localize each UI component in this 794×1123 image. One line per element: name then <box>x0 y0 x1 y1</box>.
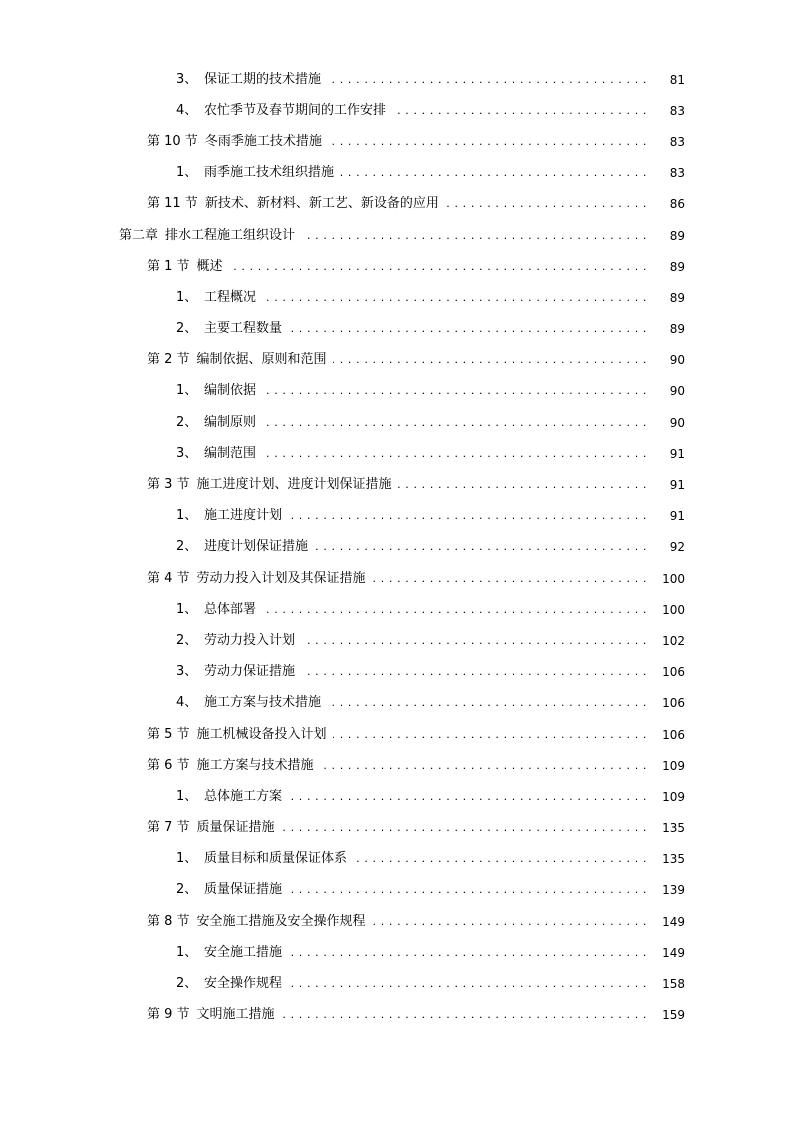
toc-entry-page-number: 81 <box>669 72 685 87</box>
toc-entry-title: 总体施工方案 <box>204 788 283 804</box>
toc-section-entry[interactable] <box>0 563 794 594</box>
dot-leader <box>398 477 647 493</box>
toc-entry-page-number: 106 <box>662 727 685 742</box>
dot-leader <box>327 695 647 711</box>
toc-subsection-entry[interactable] <box>0 844 794 875</box>
dot-leader <box>288 508 647 524</box>
toc-subsection-entry[interactable] <box>0 438 794 469</box>
dot-leader <box>340 165 647 181</box>
toc-entry-number: 第 3 节 <box>147 477 190 493</box>
toc-entry-page-number: 89 <box>669 259 685 274</box>
toc-entry-title: 施工进度计划、进度计划保证措施 <box>196 477 392 493</box>
toc-section-entry[interactable] <box>0 1000 794 1031</box>
dot-leader <box>301 664 647 680</box>
toc-entry-number: 3、 <box>176 445 198 461</box>
toc-entry-page-number: 92 <box>669 540 685 555</box>
toc-entry-title: 编制范围 <box>204 445 257 461</box>
toc-entry-number: 2、 <box>176 976 198 992</box>
toc-entry-page-number: 109 <box>662 789 685 804</box>
toc-section-entry[interactable] <box>0 345 794 376</box>
toc-entry-page-number: 83 <box>669 134 685 149</box>
dot-leader <box>301 633 647 649</box>
dot-leader <box>288 789 647 805</box>
toc-entry-title: 劳动力投入计划及其保证措施 <box>196 570 366 586</box>
toc-entry-page-number: 106 <box>662 696 685 711</box>
toc-entry-number: 第 9 节 <box>147 1007 190 1023</box>
toc-entry-page-number: 135 <box>662 821 685 836</box>
dot-leader <box>301 228 647 244</box>
dot-leader <box>372 914 647 930</box>
toc-entry-number: 3、 <box>176 71 198 87</box>
toc-entry-number: 第 11 节 <box>147 196 198 212</box>
dot-leader <box>333 727 647 743</box>
toc-subsection-entry[interactable] <box>0 407 794 438</box>
toc-entry-page-number: 90 <box>669 384 685 399</box>
toc-entry-number: 4、 <box>176 695 198 711</box>
toc-entry-title: 概述 <box>196 258 223 274</box>
toc-entry-title: 保证工期的技术措施 <box>204 71 322 87</box>
toc-section-entry[interactable] <box>0 750 794 781</box>
dot-leader <box>333 352 647 368</box>
toc-entry-number: 1、 <box>176 788 198 804</box>
toc-entry-page-number: 90 <box>669 353 685 368</box>
toc-subsection-entry[interactable] <box>0 501 794 532</box>
toc-entry-number: 1、 <box>176 165 198 181</box>
toc-entry-title: 排水工程施工组织设计 <box>165 227 296 243</box>
toc-subsection-entry[interactable] <box>0 688 794 719</box>
toc-entry-number: 1、 <box>176 383 198 399</box>
toc-entry-number: 第 8 节 <box>147 913 190 929</box>
toc-entry-page-number: 91 <box>669 478 685 493</box>
toc-subsection-entry[interactable] <box>0 376 794 407</box>
toc-subsection-entry[interactable] <box>0 95 794 126</box>
dot-leader <box>262 290 647 306</box>
toc-entry-number: 1、 <box>176 508 198 524</box>
dot-leader <box>288 882 647 898</box>
toc-entry-title: 质量保证措施 <box>204 882 283 898</box>
toc-entry-title: 文明施工措施 <box>196 1007 275 1023</box>
toc-entry-number: 第 2 节 <box>147 352 190 368</box>
toc-entry-title: 安全操作规程 <box>204 976 283 992</box>
toc-entry-number: 2、 <box>176 539 198 555</box>
toc-entry-number: 2、 <box>176 632 198 648</box>
dot-leader <box>392 103 647 119</box>
toc-entry-number: 1、 <box>176 851 198 867</box>
dot-leader <box>353 851 647 867</box>
toc-entry-title: 质量目标和质量保证体系 <box>204 851 348 867</box>
toc-entry-page-number: 159 <box>662 1008 685 1023</box>
dot-leader <box>445 196 647 212</box>
toc-entry-number: 第 7 节 <box>147 820 190 836</box>
toc-entry-page-number: 89 <box>669 290 685 305</box>
toc-subsection-entry[interactable] <box>0 158 794 189</box>
dot-leader <box>281 820 647 836</box>
toc-entry-number: 第二章 <box>119 227 159 243</box>
table-of-contents <box>0 64 794 1031</box>
toc-entry-number: 第 10 节 <box>147 133 198 149</box>
dot-leader <box>262 446 647 462</box>
toc-chapter-entry[interactable] <box>0 220 794 251</box>
toc-entry-title: 施工方案与技术措施 <box>196 757 314 773</box>
toc-subsection-entry[interactable] <box>0 875 794 906</box>
toc-entry-page-number: 149 <box>662 945 685 960</box>
toc-entry-page-number: 86 <box>669 197 685 212</box>
toc-entry-number: 2、 <box>176 321 198 337</box>
toc-entry-title: 劳动力保证措施 <box>204 664 296 680</box>
toc-subsection-entry[interactable] <box>0 314 794 345</box>
toc-entry-page-number: 102 <box>662 633 685 648</box>
toc-entry-page-number: 100 <box>662 602 685 617</box>
toc-entry-page-number: 90 <box>669 415 685 430</box>
dot-leader <box>288 976 647 992</box>
dot-leader <box>262 415 647 431</box>
toc-subsection-entry[interactable] <box>0 781 794 812</box>
toc-entry-number: 2、 <box>176 882 198 898</box>
toc-entry-title: 农忙季节及春节期间的工作安排 <box>204 102 387 118</box>
toc-entry-page-number: 106 <box>662 665 685 680</box>
toc-entry-title: 编制依据 <box>204 383 257 399</box>
toc-entry-title: 编制原则 <box>204 414 257 430</box>
toc-subsection-entry[interactable] <box>0 657 794 688</box>
toc-section-entry[interactable] <box>0 189 794 220</box>
toc-entry-title: 主要工程数量 <box>204 321 283 337</box>
toc-subsection-entry[interactable] <box>0 282 794 313</box>
toc-subsection-entry[interactable] <box>0 64 794 95</box>
toc-entry-number: 1、 <box>176 289 198 305</box>
toc-entry-title: 施工方案与技术措施 <box>204 695 322 711</box>
toc-entry-page-number: 135 <box>662 852 685 867</box>
dot-leader <box>328 134 647 150</box>
dot-leader <box>262 383 647 399</box>
toc-entry-number: 2、 <box>176 414 198 430</box>
dot-leader <box>262 602 647 618</box>
dot-leader <box>314 539 647 555</box>
dot-leader <box>320 758 647 774</box>
dot-leader <box>288 945 647 961</box>
dot-leader <box>327 72 647 88</box>
toc-section-entry[interactable] <box>0 251 794 282</box>
toc-entry-page-number: 91 <box>669 509 685 524</box>
toc-entry-title: 安全施工措施及安全操作规程 <box>196 913 366 929</box>
toc-section-entry[interactable] <box>0 719 794 750</box>
toc-subsection-entry[interactable] <box>0 532 794 563</box>
toc-entry-page-number: 89 <box>669 322 685 337</box>
toc-entry-title: 施工进度计划 <box>204 508 283 524</box>
toc-entry-page-number: 100 <box>662 571 685 586</box>
toc-entry-title: 工程概况 <box>204 289 257 305</box>
toc-subsection-entry[interactable] <box>0 968 794 999</box>
dot-leader <box>229 259 647 275</box>
toc-entry-page-number: 89 <box>669 228 685 243</box>
dot-leader <box>372 571 647 587</box>
toc-entry-page-number: 91 <box>669 446 685 461</box>
dot-leader <box>288 321 647 337</box>
toc-entry-page-number: 109 <box>662 758 685 773</box>
toc-entry-title: 质量保证措施 <box>196 820 275 836</box>
toc-entry-number: 3、 <box>176 664 198 680</box>
toc-entry-page-number: 83 <box>669 103 685 118</box>
toc-entry-title: 新技术、新材料、新工艺、新设备的应用 <box>204 196 439 212</box>
toc-section-entry[interactable] <box>0 126 794 157</box>
toc-entry-number: 1、 <box>176 601 198 617</box>
toc-entry-page-number: 149 <box>662 914 685 929</box>
toc-subsection-entry[interactable] <box>0 594 794 625</box>
toc-entry-title: 施工机械设备投入计划 <box>196 726 327 742</box>
dot-leader <box>281 1007 647 1023</box>
toc-entry-number: 第 4 节 <box>147 570 190 586</box>
toc-entry-title: 编制依据、原则和范围 <box>196 352 327 368</box>
toc-entry-page-number: 158 <box>662 977 685 992</box>
toc-entry-number: 4、 <box>176 102 198 118</box>
toc-entry-title: 冬雨季施工技术措施 <box>204 133 322 149</box>
toc-subsection-entry[interactable] <box>0 937 794 968</box>
toc-entry-number: 第 6 节 <box>147 757 190 773</box>
toc-entry-title: 雨季施工技术组织措施 <box>204 165 335 181</box>
toc-section-entry[interactable] <box>0 813 794 844</box>
toc-entry-title: 总体部署 <box>204 601 257 617</box>
toc-entry-number: 1、 <box>176 944 198 960</box>
toc-entry-page-number: 83 <box>669 166 685 181</box>
toc-subsection-entry[interactable] <box>0 625 794 656</box>
toc-entry-title: 劳动力投入计划 <box>204 632 296 648</box>
toc-section-entry[interactable] <box>0 469 794 500</box>
toc-entry-number: 第 1 节 <box>147 258 190 274</box>
toc-entry-number: 第 5 节 <box>147 726 190 742</box>
toc-entry-page-number: 139 <box>662 883 685 898</box>
toc-section-entry[interactable] <box>0 906 794 937</box>
toc-entry-title: 进度计划保证措施 <box>204 539 309 555</box>
toc-entry-title: 安全施工措施 <box>204 944 283 960</box>
